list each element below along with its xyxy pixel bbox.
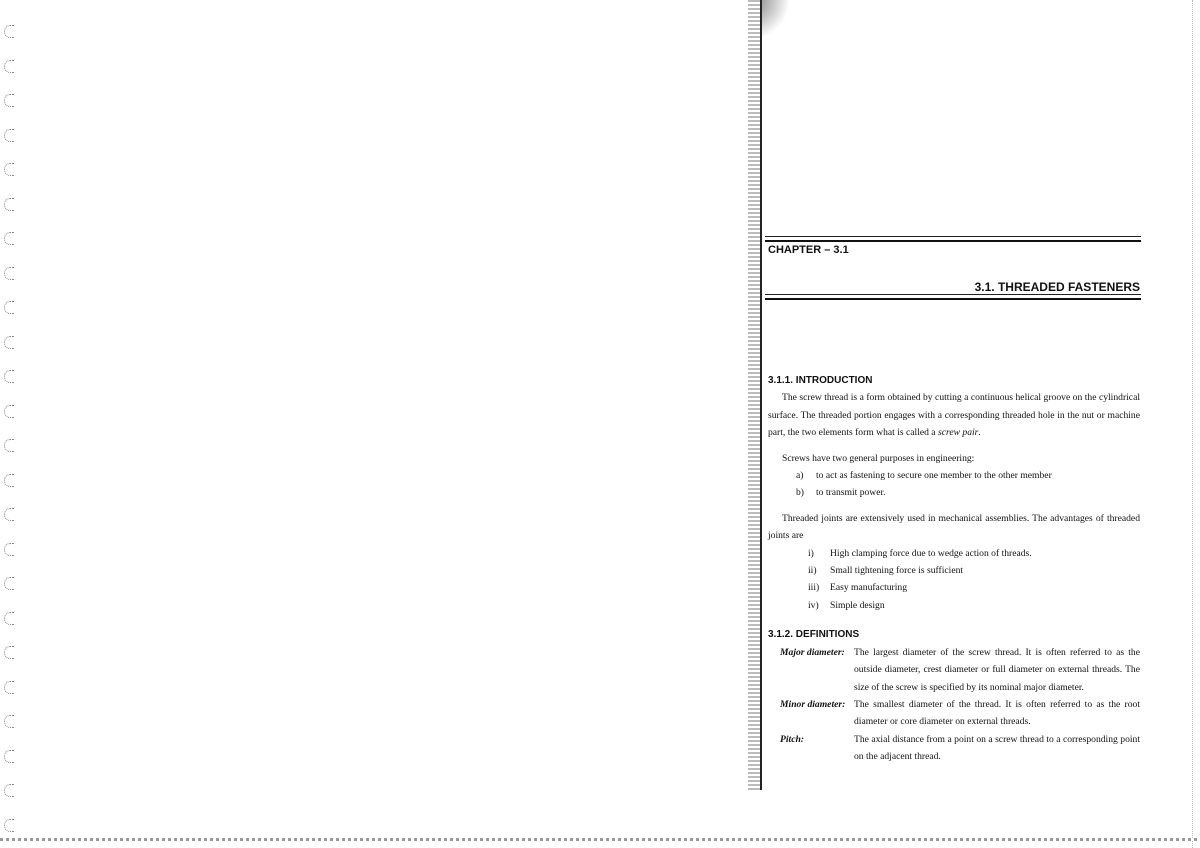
item-number: b) (796, 487, 804, 499)
binder-hole-mark (4, 94, 14, 107)
binder-hole-mark (4, 543, 14, 556)
book-spine (748, 0, 762, 790)
binder-hole-mark (4, 370, 14, 383)
list-item (796, 467, 1140, 484)
definition-item (768, 731, 1140, 766)
list-item (808, 562, 1140, 579)
item-text: Simple design (830, 599, 885, 611)
binder-hole-mark (4, 25, 14, 38)
list-item (808, 545, 1140, 562)
binder-hole-mark (4, 646, 14, 659)
definitions-heading: 3.1.2. DEFINITIONS (768, 629, 860, 641)
screw-pair-term: screw pair (937, 427, 979, 439)
definition-text: The smallest diameter of the thread. It is often referred to as the root diameter or core diameter on external threads. (854, 698, 1140, 728)
chapter-title: 3.1. THREADED FASTENERS (974, 280, 1140, 294)
binder-hole-mark (4, 198, 14, 211)
binder-hole-mark (4, 232, 14, 245)
intro-text: The screw thread is a form obtained by cutting a continuous helical groove on the cylindrical surface. The threaded portion engages with a corresponding threaded hole in the nut or machine part, the two elements form what is called a (768, 392, 1140, 439)
item-number: ii) (808, 565, 817, 577)
binder-hole-mark (4, 681, 14, 694)
item-text: to act as fastening to secure one member to the other member (816, 470, 1052, 482)
scan-noise (0, 838, 1200, 841)
intro-paragraph (768, 389, 1140, 441)
list-item (796, 484, 1140, 501)
purposes-list (768, 467, 1140, 502)
definition-term: Minor diameter: (780, 698, 846, 710)
definition-item (768, 644, 1140, 696)
chapter-bottom-rule (765, 294, 1141, 300)
item-number: iv) (808, 599, 819, 611)
binder-hole-mark (4, 267, 14, 280)
page-content (768, 372, 1140, 766)
item-text: Small tightening force is sufficient (830, 565, 964, 577)
binder-hole-mark (4, 163, 14, 176)
item-number: a) (796, 470, 804, 482)
binder-hole-mark (4, 577, 14, 590)
page-edge (1192, 0, 1194, 848)
list-item (808, 579, 1140, 596)
binder-hole-mark (4, 60, 14, 73)
binder-hole-mark (4, 439, 14, 452)
advantages-list (768, 545, 1140, 615)
binder-hole-mark (4, 129, 14, 142)
advantages-intro: Threaded joints are extensively used in mechanical assemblies. The advantages of threaded joints are (768, 512, 1140, 542)
item-text: High clamping force due to wedge action of threads. (830, 547, 1032, 559)
intro-text-end: . (978, 427, 981, 439)
binder-hole-mark (4, 784, 14, 797)
binder-hole-mark (4, 336, 14, 349)
list-item (808, 597, 1140, 614)
definition-text: The largest diameter of the screw thread. It is often referred to as the outside diameter, crest diameter or full diameter on external threads. The size of the screw is specified by its nominal major diameter. (854, 646, 1140, 693)
chapter-top-rule (765, 236, 1141, 242)
item-number: iii) (808, 582, 820, 594)
binder-hole-mark (4, 474, 14, 487)
binder-hole-mark (4, 750, 14, 763)
item-text: Easy manufacturing (830, 582, 907, 594)
definition-term: Pitch: (780, 733, 804, 745)
binder-hole-mark (4, 715, 14, 728)
binder-hole-mark (4, 612, 14, 625)
intro-heading: 3.1.1. INTRODUCTION (768, 375, 873, 386)
item-text: to transmit power. (816, 487, 886, 499)
item-number: i) (808, 547, 814, 559)
binder-hole-mark (4, 405, 14, 418)
binder-hole-mark (4, 508, 14, 521)
binder-hole-mark (4, 819, 14, 832)
binder-holes (0, 0, 20, 848)
purposes-intro: Screws have two general purposes in engineering: (782, 452, 975, 464)
chapter-label: CHAPTER – 3.1 (768, 244, 849, 256)
definition-text: The axial distance from a point on a screw thread to a corresponding point on the adjacent thread. (854, 733, 1140, 763)
definition-term: Major diameter: (780, 646, 845, 658)
definition-item (768, 696, 1140, 731)
binder-hole-mark (4, 301, 14, 314)
